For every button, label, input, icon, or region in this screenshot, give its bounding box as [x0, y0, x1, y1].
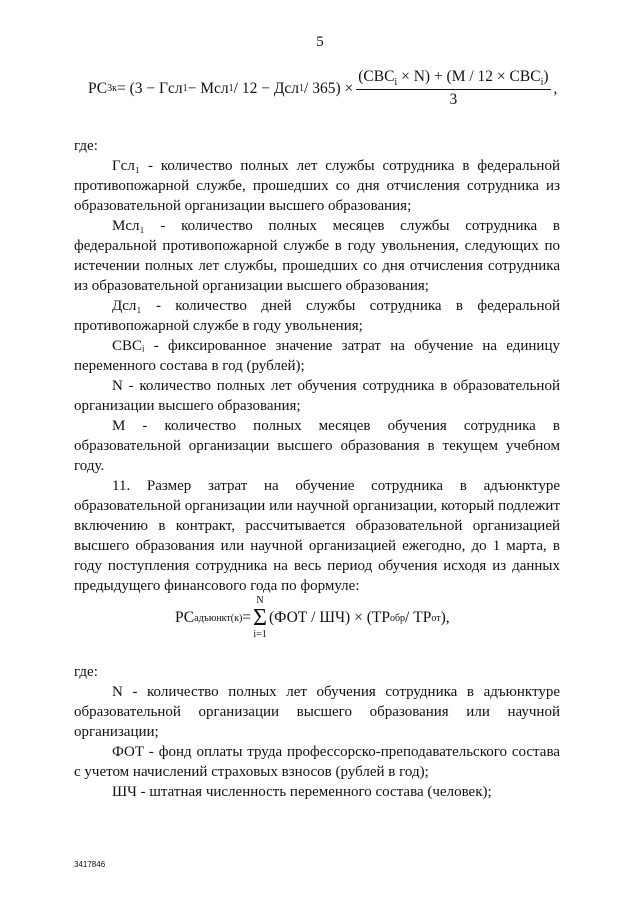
formula-term: / 12 − Дсл: [233, 79, 300, 97]
where-label: где:: [74, 664, 98, 680]
formula-term: ),: [440, 609, 450, 626]
summation: [253, 596, 267, 640]
sum-upper-limit: N: [256, 595, 264, 606]
sum-lower-limit: i=1: [253, 629, 267, 640]
fraction-numerator: $(СВС_i \times N) + (М / 12 \times СВС_i)$: [358, 68, 549, 88]
definition-m: М - количество полных месяцев обучения сотрудника в образовательной организации высшего образования в текущем учебном году.: [74, 418, 560, 474]
definition-msl: Мсл₁ - количество полных месяцев службы сотрудника в федеральной противопожарной службе в году увольнения, следующих по истечении полных лет службы, прошедших со дня отчисления сотрудника из образовательной организации высшего образования;: [74, 218, 560, 294]
formula-term: = (3 − Гсл: [117, 79, 183, 97]
definition-svs: СВСᵢ - фиксированное значение затрат на обучение на единицу переменного состава в год (рублей);: [74, 338, 560, 374]
document-code: 3417846: [74, 860, 106, 869]
formula-term: =: [242, 609, 252, 626]
formula-subscript: 1: [182, 83, 188, 94]
formula-fraction: [356, 68, 550, 109]
formula-subscript: 1: [299, 83, 305, 94]
definition-dsl: Дсл₁ - количество дней службы сотрудника в федеральной противопожарной службе в году увольнения;: [74, 298, 560, 334]
fraction-denominator: 3: [449, 91, 458, 108]
formula-term: (ФОТ / ШЧ) × (ТР: [269, 609, 390, 626]
formula-subscript: 1: [228, 83, 234, 94]
formula-subscript: обр: [389, 612, 406, 624]
formula-lhs-subscript: адъюнкт(к): [194, 612, 243, 624]
paragraph-11: 11. Размер затрат на обучение сотрудника в адъюнктуре образовательной организации или научной организации, который подлежит включению в контракт, рассчитывается образовательной организацией высшего образования или научной организацией ежегодно, до 1 марта, в году поступления сотрудника на весь период обучения исходя из данных предыдущего финансового года по формуле:: [74, 478, 560, 594]
definition-n: N - количество полных лет обучения сотрудника в образовательной организации высшего образования;: [74, 378, 560, 414]
formula-lhs: РС: [88, 79, 108, 97]
definition-fot: ФОТ - фонд оплаты труда профессорско-преподавательского состава с учетом начислений страховых взносов (рублей в год);: [74, 744, 560, 780]
text-block-definitions-2: [74, 662, 560, 802]
formula-term: − Мсл: [187, 79, 229, 97]
formula-trailing-comma: ,: [553, 79, 558, 97]
formula-subscript: от: [431, 612, 441, 624]
formula-lhs: РС: [175, 609, 195, 626]
formula-lhs-subscript: 3к: [107, 83, 118, 94]
text-block-definitions-1: [74, 136, 560, 596]
formula-rs-adjunct: [175, 596, 450, 640]
definition-gsl: Гсл₁ - количество полных лет службы сотрудника в федеральной противопожарной службе, прошедших со дня отчисления сотрудника из образовательной организации высшего образования;: [74, 158, 560, 214]
formula-rs3k: [88, 68, 557, 109]
definition-shch: ШЧ - штатная численность переменного состава (человек);: [112, 784, 492, 800]
where-label: где:: [74, 138, 98, 154]
page-number: 5: [316, 34, 324, 50]
formula-term: / 365) ×: [304, 79, 354, 97]
formula-term: / ТР: [405, 609, 432, 626]
sum-sign: Σ: [253, 605, 268, 631]
definition-n-adjunct: N - количество полных лет обучения сотрудника в адъюнктуре образовательной организации высшего образования или научной организации;: [74, 684, 560, 740]
